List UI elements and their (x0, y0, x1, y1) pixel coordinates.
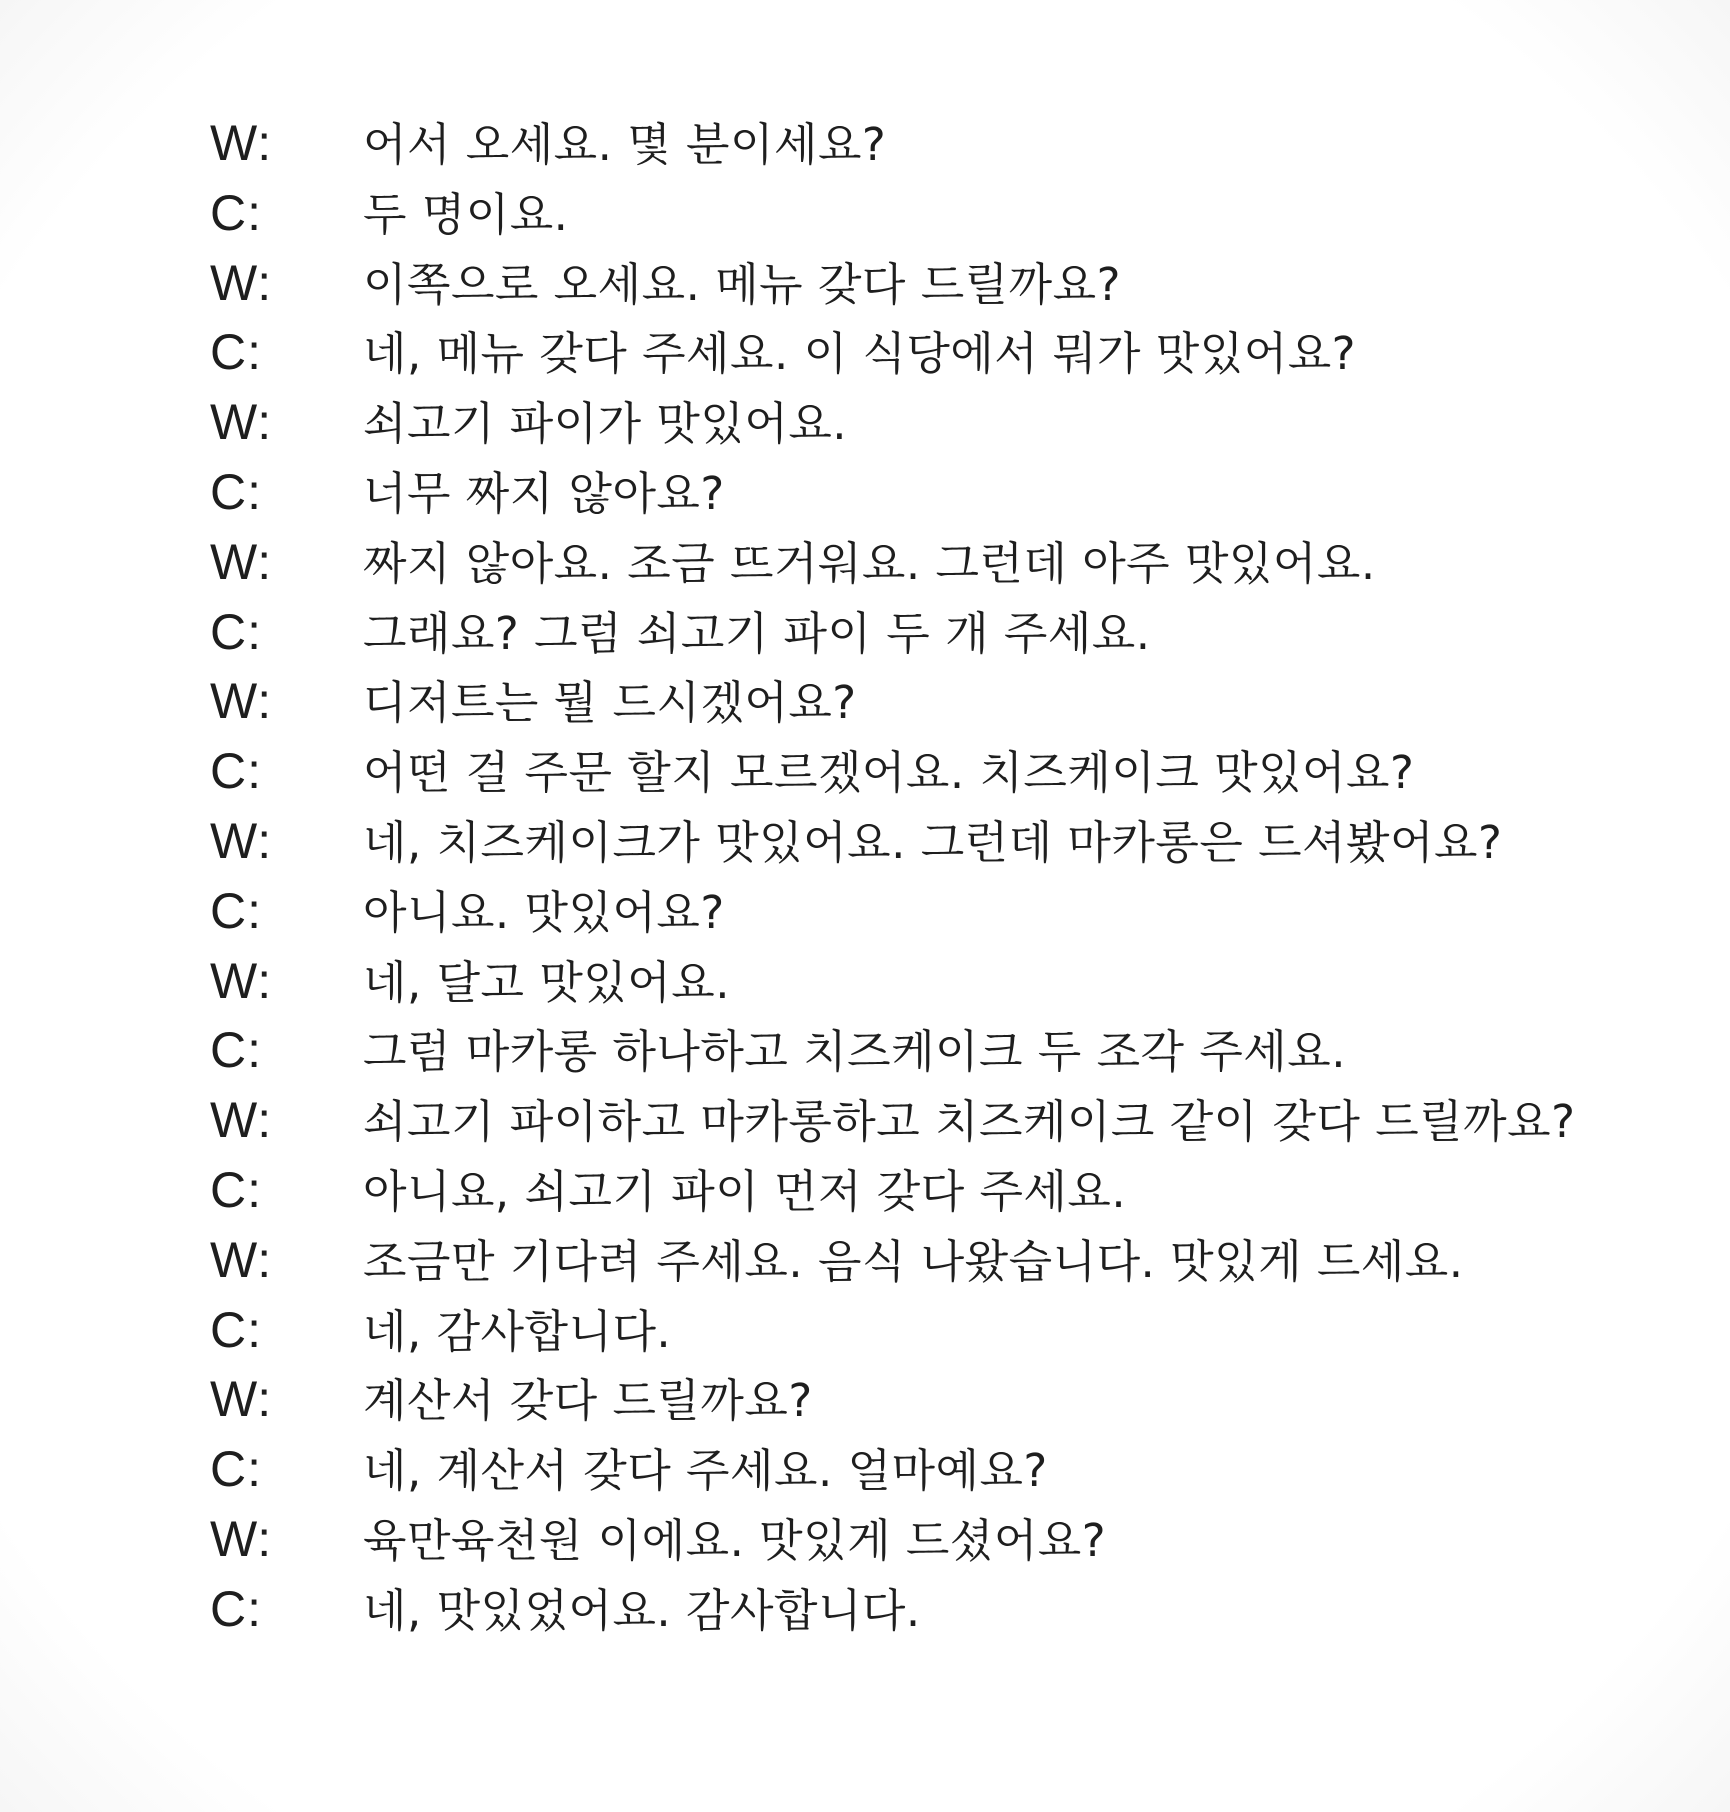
utterance-text: 육만육천원 이에요. 맛있게 드셨어요? (363, 1513, 1107, 1567)
utterance-text: 어떤 걸 주문 할지 모르겠어요. 치즈케이크 맛있어요? (363, 746, 1415, 800)
speaker-label: W: (210, 1510, 273, 1567)
dialogue-line (210, 387, 1690, 457)
speaker-label: W: (210, 1371, 273, 1428)
utterance-text: 쇠고기 파이가 맛있어요. (363, 397, 848, 451)
speaker-label: C: (210, 1022, 262, 1079)
dialogue-line (210, 108, 1690, 178)
dialogue-line (210, 806, 1690, 876)
dialogue-line (210, 1574, 1690, 1644)
speaker-label: W: (210, 394, 273, 451)
dialogue-line (210, 248, 1690, 318)
dialogue-line (210, 1434, 1690, 1504)
dialogue-line (210, 1155, 1690, 1225)
speaker-label: C: (210, 1161, 262, 1218)
dialogue-line (210, 1225, 1690, 1295)
dialogue-line (210, 527, 1690, 597)
speaker-label: C: (210, 1301, 262, 1358)
dialogue-line (210, 666, 1690, 736)
dialogue-line (210, 597, 1690, 667)
utterance-text: 두 명이요. (363, 187, 569, 241)
dialogue-line (210, 946, 1690, 1016)
speaker-label: W: (210, 1231, 273, 1288)
utterance-text: 이쪽으로 오세요. 메뉴 갖다 드릴까요? (363, 257, 1121, 311)
speaker-label: W: (210, 254, 273, 311)
utterance-text: 네, 맛있었어요. 감사합니다. (363, 1583, 921, 1637)
speaker-label: W: (210, 812, 273, 869)
dialogue-line (210, 1085, 1690, 1155)
speaker-label: C: (210, 1441, 262, 1498)
utterance-text: 계산서 갖다 드릴까요? (363, 1374, 813, 1428)
dialogue-line (210, 457, 1690, 527)
utterance-text: 조금만 기다려 주세요. 음식 나왔습니다. 맛있게 드세요. (363, 1234, 1464, 1288)
utterance-text: 너무 짜지 않아요? (363, 466, 725, 520)
utterance-text: 네, 계산서 갖다 주세요. 얼마예요? (363, 1444, 1048, 1498)
speaker-label: W: (210, 952, 273, 1009)
speaker-label: C: (210, 324, 262, 381)
speaker-label: C: (210, 463, 262, 520)
utterance-text: 네, 치즈케이크가 맛있어요. 그런데 마카롱은 드셔봤어요? (363, 815, 1503, 869)
utterance-text: 네, 감사합니다. (363, 1304, 672, 1358)
utterance-text: 짜지 않아요. 조금 뜨거워요. 그런데 아주 맛있어요. (363, 536, 1376, 590)
speaker-label: C: (210, 184, 262, 241)
utterance-text: 아니요, 쇠고기 파이 먼저 갖다 주세요. (363, 1164, 1127, 1218)
speaker-label: C: (210, 603, 262, 660)
utterance-text: 아니요. 맛있어요? (363, 885, 725, 939)
dialogue-line (210, 1295, 1690, 1365)
utterance-text: 그래요? 그럼 쇠고기 파이 두 개 주세요. (363, 606, 1151, 660)
speaker-label: W: (210, 673, 273, 730)
utterance-text: 디저트는 뭘 드시겠어요? (363, 676, 857, 730)
utterance-text: 그럼 마카롱 하나하고 치즈케이크 두 조각 주세요. (363, 1025, 1347, 1079)
dialogue-line (210, 1504, 1690, 1574)
dialogue-transcript (210, 108, 1690, 1644)
utterance-text: 네, 달고 맛있어요. (363, 955, 731, 1009)
utterance-text: 어서 오세요. 몇 분이세요? (363, 118, 887, 171)
utterance-text: 쇠고기 파이하고 마카롱하고 치즈케이크 같이 갖다 드릴까요? (363, 1095, 1576, 1149)
speaker-label: W: (210, 115, 273, 171)
speaker-label: W: (210, 1092, 273, 1149)
dialogue-line (210, 1015, 1690, 1085)
dialogue-line (210, 1364, 1690, 1434)
dialogue-line (210, 736, 1690, 806)
speaker-label: W: (210, 533, 273, 590)
speaker-label: C: (210, 882, 262, 939)
dialogue-line (210, 317, 1690, 387)
dialogue-line (210, 876, 1690, 946)
utterance-text: 네, 메뉴 갖다 주세요. 이 식당에서 뭐가 맛있어요? (363, 327, 1357, 381)
dialogue-line (210, 178, 1690, 248)
speaker-label: C: (210, 743, 262, 800)
speaker-label: C: (210, 1580, 262, 1637)
